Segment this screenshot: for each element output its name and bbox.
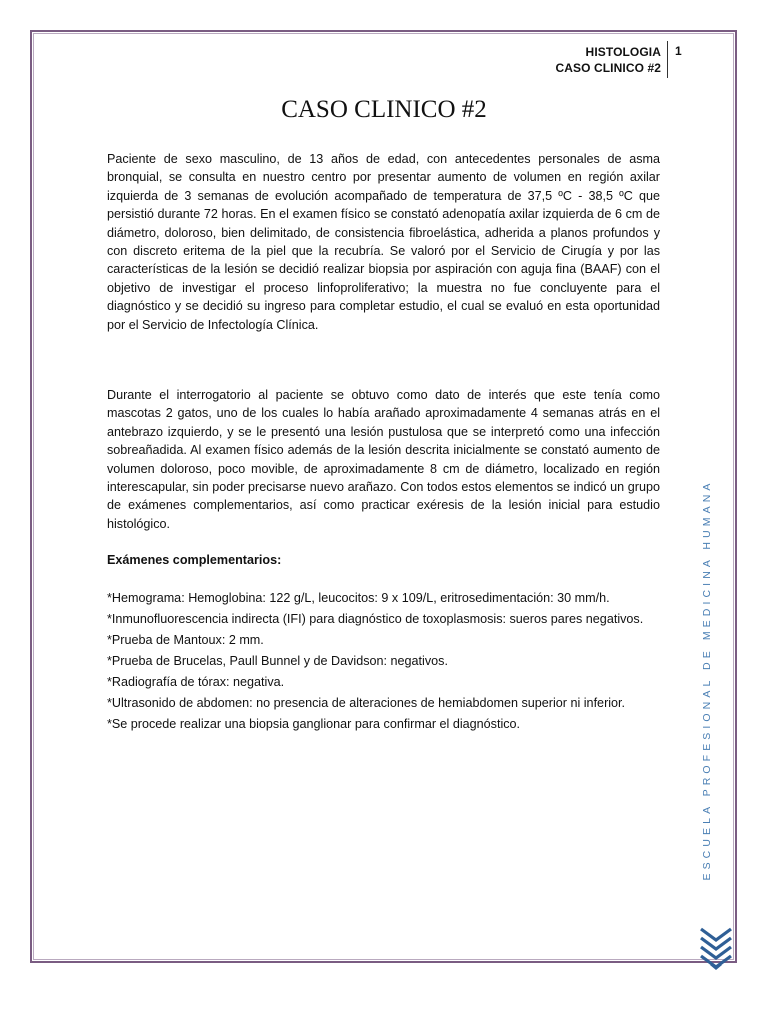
header-subject: HISTOLOGIA xyxy=(585,45,661,59)
list-item: *Inmunofluorescencia indirecta (IFI) para diagnóstico de toxoplasmosis: sueros pares negativos. xyxy=(107,612,644,626)
exams-heading: Exámenes complementarios: xyxy=(107,553,282,567)
list-item: *Prueba de Mantoux: 2 mm. xyxy=(107,633,264,647)
header-case: CASO CLINICO #2 xyxy=(555,61,661,75)
header-divider xyxy=(667,41,668,78)
list-item: *Se procede realizar una biopsia ganglionar para confirmar el diagnóstico. xyxy=(107,717,521,731)
list-item: *Radiografía de tórax: negativa. xyxy=(107,675,285,689)
chevron-down-stack-icon xyxy=(698,925,734,976)
exams-list xyxy=(107,588,660,735)
school-name-sidebar xyxy=(700,479,714,881)
list-item: *Prueba de Brucelas, Paull Bunnel y de Davidson: negativos. xyxy=(107,654,448,668)
paragraph-interrogation: Durante el interrogatorio al paciente se obtuvo como dato de interés que este tenía como mascotas 2 gatos, uno de los cuales lo había arañado aproximadamente 4 semanas atrás en el antebrazo izquierdo, y se le presentó una lesión pustulosa que se interpretó como una infección sobreañadida. Al examen físico además de la lesión descrita inicialmente se constató aumento de volumen doloroso, poco movible, de aproximadamente 8 cm de diámetro, localizado en región interescapular, sin poder precisarse nuevo arañazo. Con todos estos elementos se indicó un grupo de exámenes complementarios, así como practicar exéresis de la lesión inicial para estudio histológico. xyxy=(107,388,660,531)
paragraph-case-history: Paciente de sexo masculino, de 13 años de edad, con antecedentes personales de asma bronquial, se consulta en nuestro centro por presentar aumento de volumen en región axilar izquierda de 3 semanas de evolución acompañado de temperatura de 37,5 ºC - 38,5 ºC que persistió durante 72 horas. En el examen físico se constató adenopatía axilar izquierda de 6 cm de diámetro, doloroso, bien delimitado, de consistencia fibroelástica, adherida a planos profundos y con discreto eritema de la piel que la recubría. Se valoró por el Servicio de Cirugía y por las características de la lesión se decidió realizar biopsia por aspiración con aguja fina (BAAF) con el objetivo de investigar el proceso linfoproliferativo; la muestra no fue concluyente para el diagnóstico y se decidió su ingreso para completar estudio, el cual se evaluó en esta oportunidad por el Servicio de Infectología Clínica. xyxy=(107,152,660,332)
document-title: CASO CLINICO #2 xyxy=(281,96,487,123)
list-item: *Hemograma: Hemoglobina: 122 g/L, leucocitos: 9 x 109/L, eritrosedimentación: 30 mm/h. xyxy=(107,591,610,605)
school-name-text: ESCUELA PROFESIONAL DE MEDICINA HUMANA xyxy=(701,479,713,881)
running-header xyxy=(555,44,661,76)
list-item: *Ultrasonido de abdomen: no presencia de alteraciones de hemiabdomen superior ni inferior. xyxy=(107,696,626,710)
page-number: 1 xyxy=(675,44,682,58)
